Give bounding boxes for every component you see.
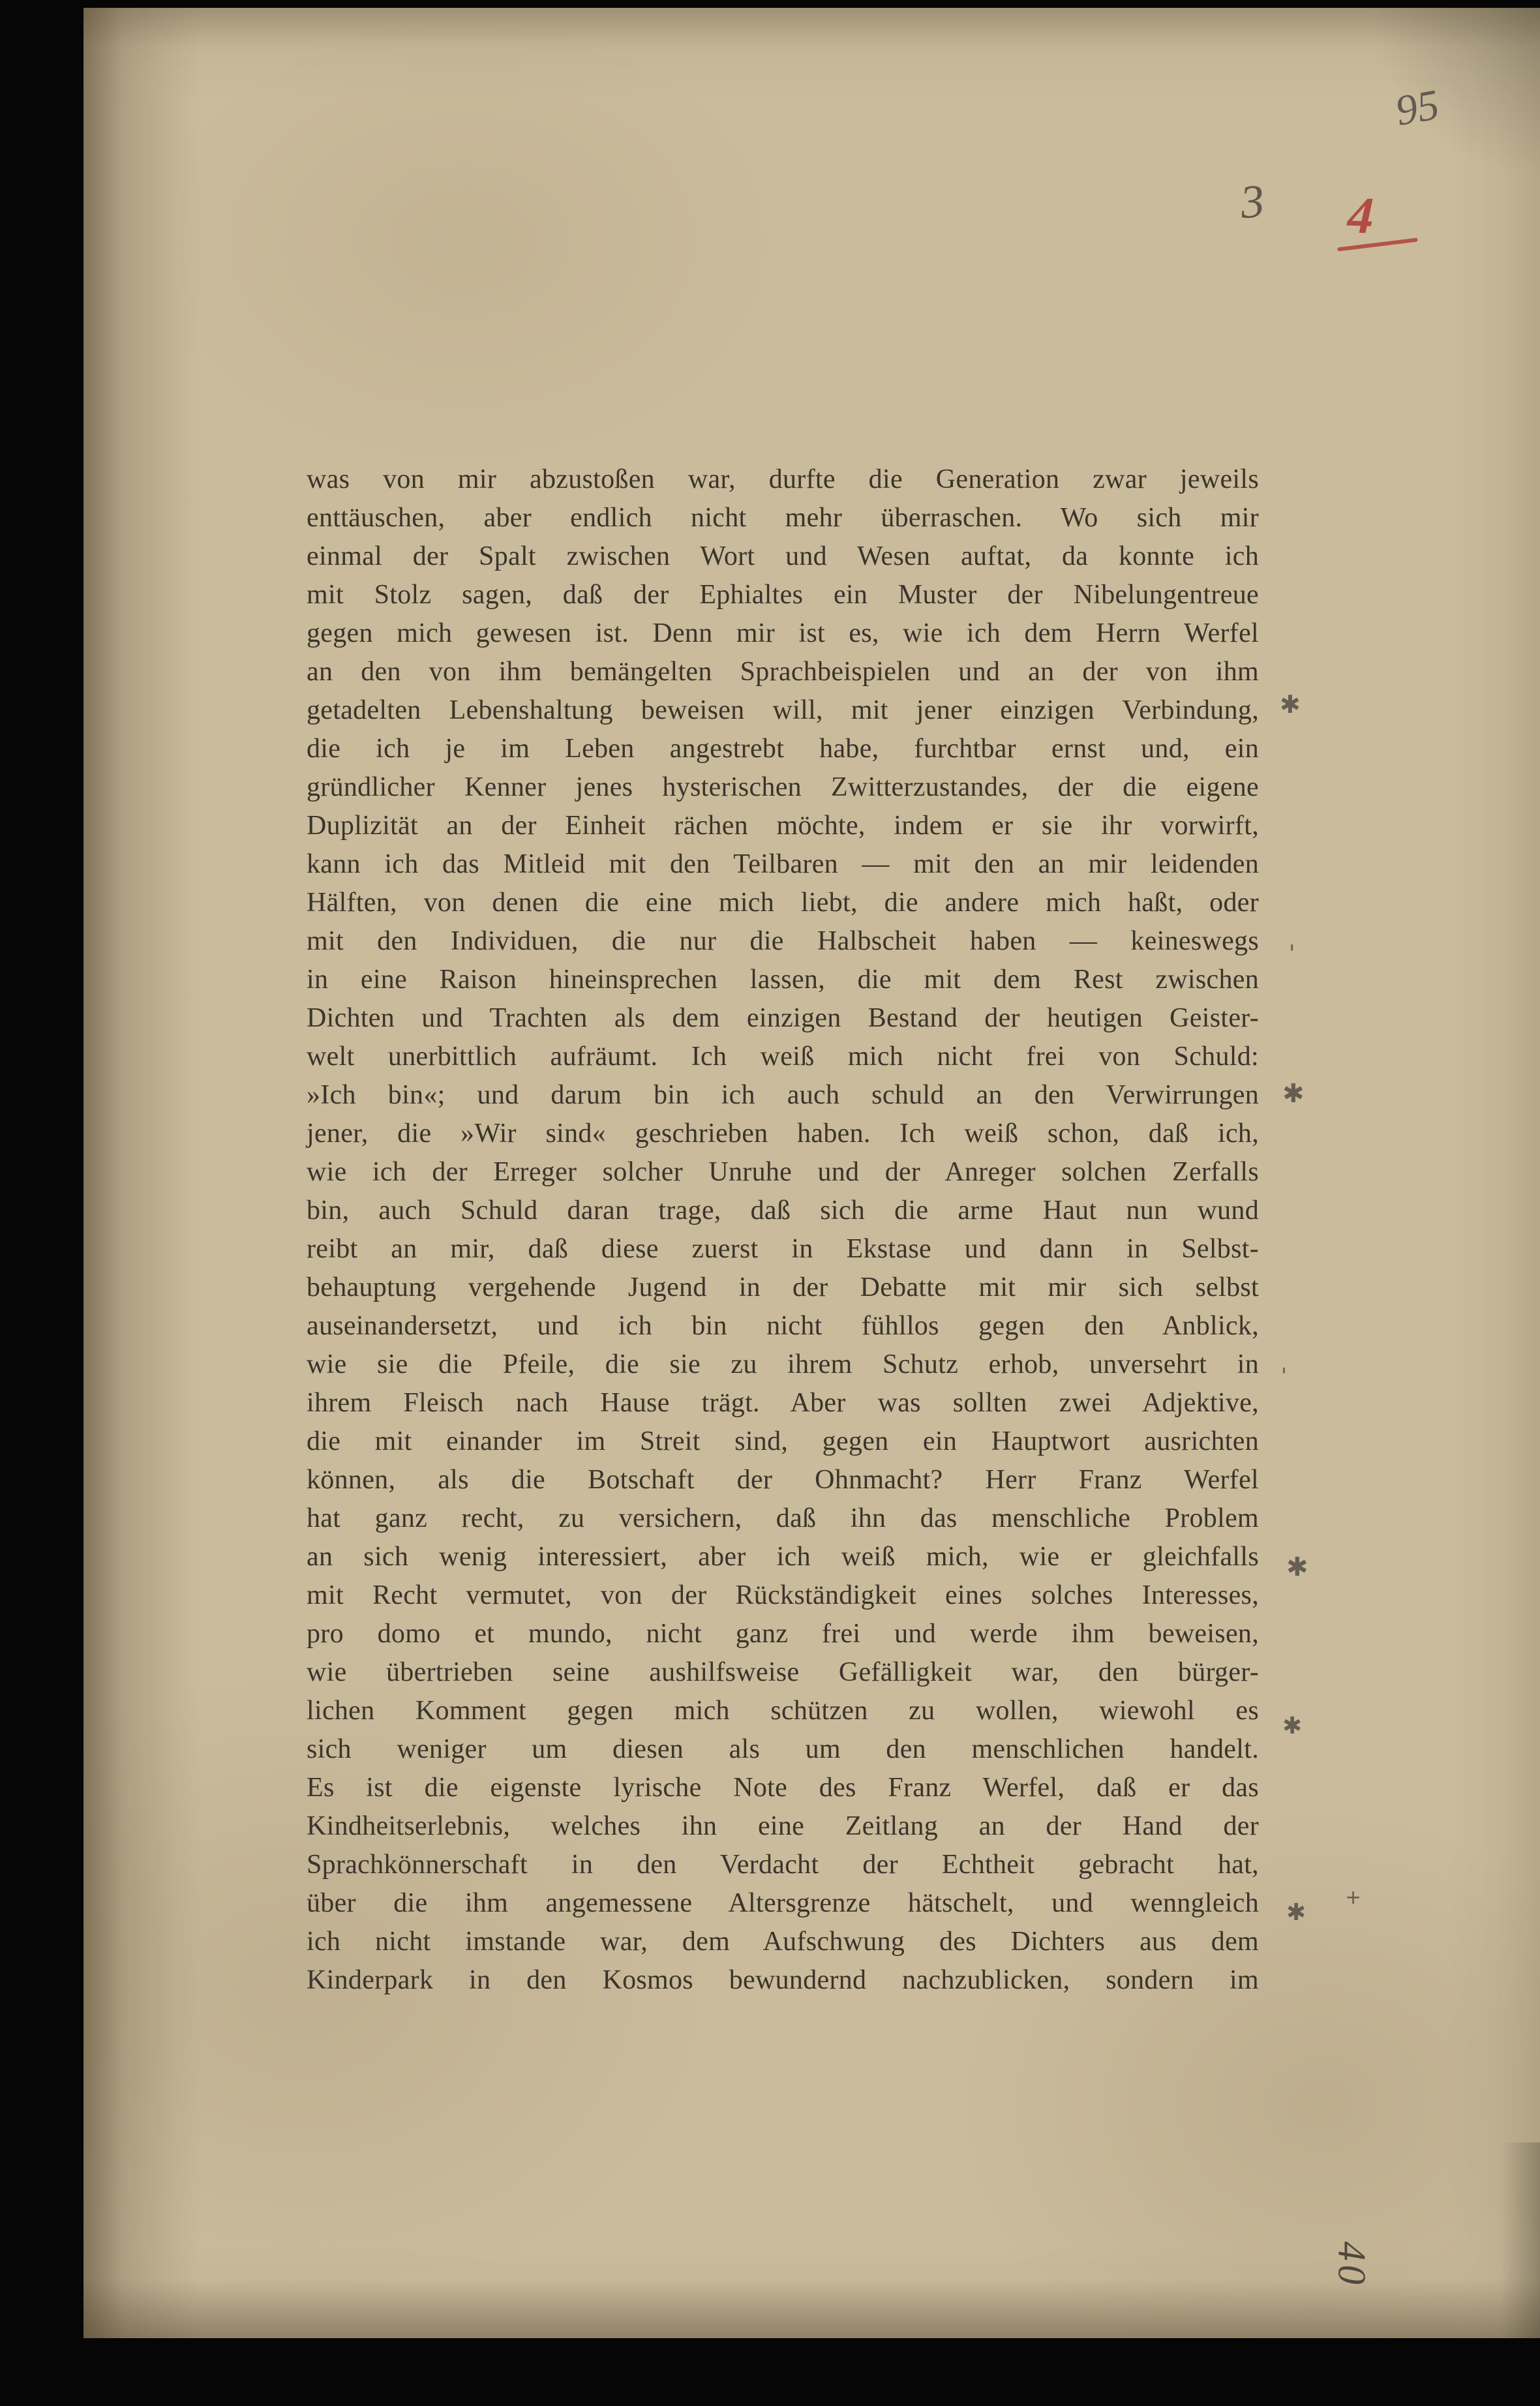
text-line: auseinandersetzt, und ich bin nicht fühllos gegen den Anblick, — [307, 1311, 1259, 1341]
text-line: wie ich der Erreger solcher Unruhe und der Anreger solchen Zerfalls — [307, 1157, 1259, 1187]
text-line: Kinderpark in den Kosmos bewundernd nachzublicken, sondern im — [307, 1965, 1259, 1995]
text-line: kann ich das Mitleid mit den Teilbaren — mit den an mir leidenden — [307, 849, 1259, 879]
text-line: mit Stolz sagen, daß der Ephialtes ein Muster der Nibelungentreue — [307, 580, 1259, 610]
pencil-margin-mark: ✱ — [1282, 1079, 1305, 1109]
text-line: können, als die Botschaft der Ohnmacht? Herr Franz Werfel — [307, 1465, 1259, 1495]
text-line: einmal der Spalt zwischen Wort und Wesen auftat, da konnte ich — [307, 541, 1259, 571]
pencil-margin-mark: + — [1345, 1886, 1362, 1909]
text-line: wie sie die Pfeile, die sie zu ihrem Schutz erhob, unversehrt in — [307, 1349, 1259, 1379]
pencil-margin-mark: ✱ — [1282, 1713, 1303, 1739]
text-line: sich weniger um diesen als um den menschlichen handelt. — [307, 1734, 1259, 1764]
handwritten-page-number: 95 — [1392, 80, 1443, 136]
text-line: in eine Raison hineinsprechen lassen, die mit dem Rest zwischen — [307, 965, 1259, 995]
text-line: getadelten Lebenshaltung beweisen will, mit jener einzigen Verbindung, — [307, 695, 1259, 725]
text-line: was von mir abzustoßen war, durfte die Generation zwar jeweils — [307, 464, 1259, 494]
handwritten-number-pencil: 3 — [1238, 174, 1267, 229]
text-line: die mit einander im Streit sind, gegen ein Hauptwort ausrichten — [307, 1426, 1259, 1456]
handwritten-sideways-number: 40 — [1330, 2241, 1374, 2289]
text-line: ich nicht imstande war, dem Aufschwung des Dichters aus dem — [307, 1927, 1259, 1957]
text-line: über die ihm angemessene Altersgrenze hätschelt, und wenngleich — [307, 1888, 1259, 1918]
text-line: die ich je im Leben angestrebt habe, furchtbar ernst und, ein — [307, 734, 1259, 764]
text-line: Kindheitserlebnis, welches ihn eine Zeitlang an der Hand der — [307, 1811, 1259, 1841]
text-line: behauptung vergehende Jugend in der Debatte mit mir sich selbst — [307, 1272, 1259, 1302]
text-line: lichen Komment gegen mich schützen zu wollen, wiewohl es — [307, 1696, 1259, 1726]
pencil-margin-mark: ✱ — [1280, 690, 1301, 719]
pencil-margin-mark: ✱ — [1286, 1552, 1308, 1582]
text-line: an sich wenig interessiert, aber ich weiß mich, wie er gleichfalls — [307, 1542, 1259, 1572]
text-line: an den von ihm bemängelten Sprachbeispielen und an der von ihm — [307, 657, 1259, 687]
text-line: bin, auch Schuld daran trage, daß sich die arme Haut nun wund — [307, 1195, 1259, 1226]
text-line: Hälften, von denen die eine mich liebt, die andere mich haßt, oder — [307, 888, 1259, 918]
text-block — [307, 460, 1259, 2000]
text-line: mit Recht vermutet, von der Rückständigkeit eines solches Interesses, — [307, 1580, 1259, 1610]
text-line: Sprachkönnerschaft in den Verdacht der Echtheit gebracht hat, — [307, 1850, 1259, 1880]
text-line: pro domo et mundo, nicht ganz frei und werde ihm beweisen, — [307, 1619, 1259, 1649]
text-line: jener, die »Wir sind« geschrieben haben. Ich weiß schon, daß ich, — [307, 1119, 1259, 1149]
pencil-margin-mark: ' — [1289, 940, 1295, 967]
text-line: Es ist die eigenste lyrische Note des Franz Werfel, daß er das — [307, 1773, 1259, 1803]
text-line: gründlicher Kenner jenes hysterischen Zwitterzustandes, der die eigene — [307, 772, 1259, 802]
text-line: enttäuschen, aber endlich nicht mehr überraschen. Wo sich mir — [307, 503, 1259, 533]
pencil-margin-mark: ✱ — [1286, 1899, 1306, 1926]
text-line: welt unerbittlich aufräumt. Ich weiß mich nicht frei von Schuld: — [307, 1042, 1259, 1072]
text-line: mit den Individuen, die nur die Halbscheit haben — keineswegs — [307, 926, 1259, 956]
text-line: ihrem Fleisch nach Hause trägt. Aber was sollten zwei Adjektive, — [307, 1388, 1259, 1418]
text-line: gegen mich gewesen ist. Denn mir ist es, wie ich dem Herrn Werfel — [307, 618, 1259, 648]
text-line: reibt an mir, daß diese zuerst in Ekstase und dann in Selbst- — [307, 1234, 1259, 1264]
text-line: wie übertrieben seine aushilfsweise Gefälligkeit war, den bürger- — [307, 1657, 1259, 1687]
text-line: Dichten und Trachten als dem einzigen Bestand der heutigen Geister- — [307, 1003, 1259, 1033]
pencil-margin-mark: ' — [1281, 1363, 1287, 1388]
text-line: Duplizität an der Einheit rächen möchte, indem er sie ihr vorwirft, — [307, 811, 1259, 841]
handwritten-number-red: 4 — [1346, 187, 1375, 245]
text-line: hat ganz recht, zu versichern, daß ihn das menschliche Problem — [307, 1503, 1259, 1533]
text-line: »Ich bin«; und darum bin ich auch schuld an den Verwirrungen — [307, 1080, 1259, 1110]
